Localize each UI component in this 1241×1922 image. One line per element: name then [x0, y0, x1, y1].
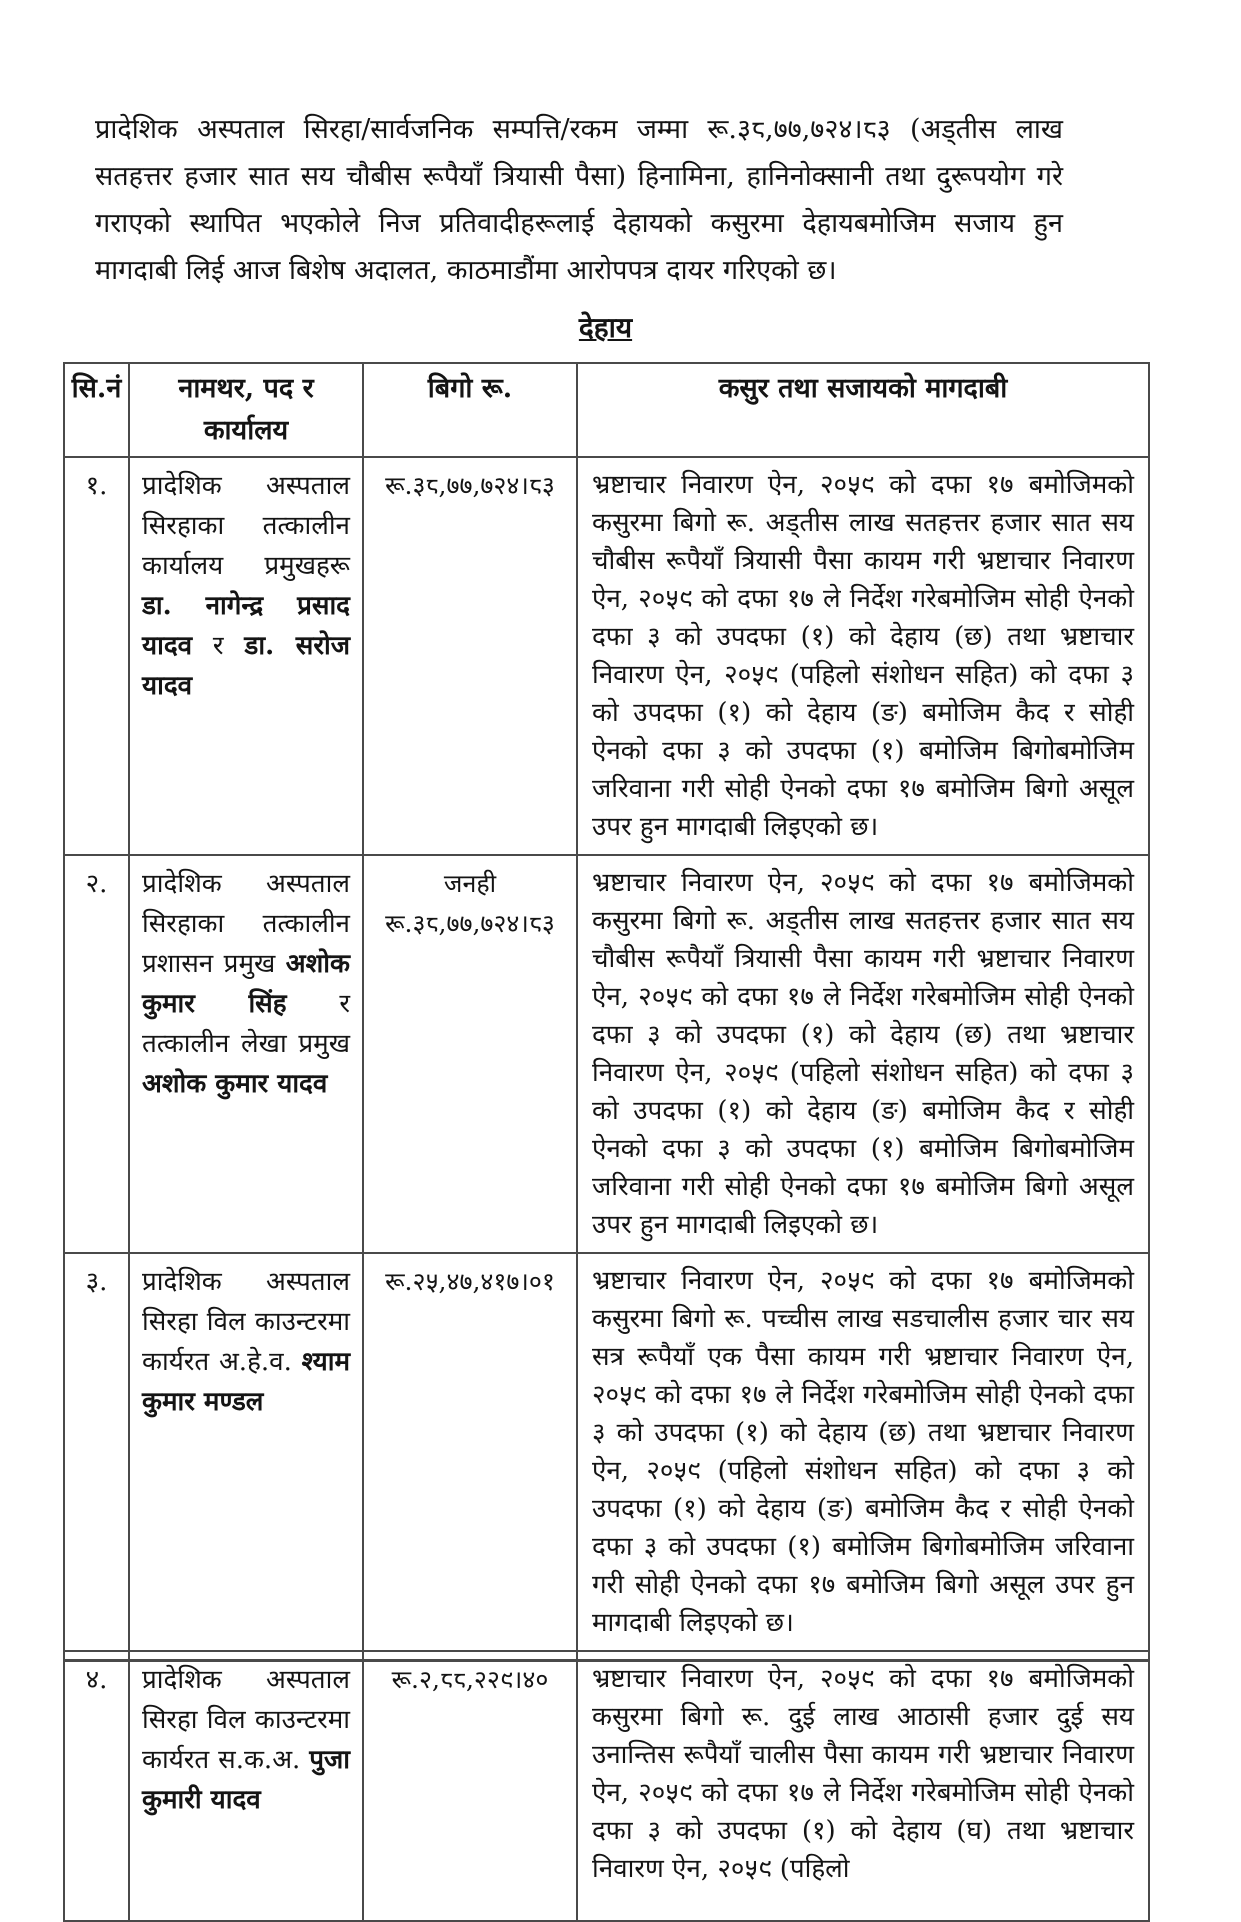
name-text: प्रादेशिक अस्पताल सिरहाका तत्कालीन कार्यालय प्रमुखहरू: [142, 471, 350, 581]
amount-line: रू.२,८८,२२९।४०: [391, 1665, 549, 1694]
section-heading: [63, 308, 1148, 352]
defendant-name: श्याम कुमार मण्डल: [142, 1347, 350, 1417]
amount-line: जनही: [443, 869, 497, 898]
heading-text: देहाय: [578, 311, 633, 344]
table-container: [63, 362, 1148, 1884]
charge-cell: भ्रष्टाचार निवारण ऐन, २०५९ को दफा १७ बमोजिमको कसुरमा बिगो रू. दुई लाख आठासी हजार दुई सय उनान्तिस रूपैयाँ चालीस पैसा कायम गरी भ्रष्टाचार निवारण ऐन, २०५९ को दफा १७ ले निर्देश गरेबमोजिम सोही ऐनको दफा ३ को उपदफा (१) को देहाय (घ) तथा भ्रष्टाचार निवारण ऐन, २०५९ (पहिलो: [577, 1651, 1149, 1921]
amount-line: रू.३८,७७,७२४।८३: [385, 909, 555, 938]
header-name: नामथर, पद र कार्यालय: [129, 363, 363, 457]
charges-table: [63, 362, 1150, 1922]
amount-line: रू.३८,७७,७२४।८३: [385, 471, 555, 500]
name-cell: [129, 855, 363, 1253]
header-charge: कसुर तथा सजायको मागदाबी: [577, 363, 1149, 457]
defendant-name: अशोक कुमार यादव: [142, 1069, 328, 1099]
defendant-name: पुजा कुमारी यादव: [142, 1745, 350, 1815]
table-row: [64, 457, 1149, 855]
intro-paragraph: प्रादेशिक अस्पताल सिरहा/सार्वजनिक सम्पत्ति/रकम जम्मा रू.३८,७७,७२४।८३ (अड्तीस लाख सतहत्तर हजार सात सय चौबीस रूपैयाँ त्रियासी पैसा) हिनामिना, हानिनोक्सानी तथा दुरूपयोग गरे गराएको स्थापित भएकोले निज प्रतिवादीहरूलाई देहायको कसुरमा देहायबमोजिम सजाय हुन मागदाबी लिई आज बिशेष अदालत, काठमाडौंमा आरोपपत्र दायर गरिएको छ।: [95, 114, 1063, 286]
name-text: र: [192, 631, 245, 661]
table-row: [64, 855, 1149, 1253]
charge-cell: भ्रष्टाचार निवारण ऐन, २०५९ को दफा १७ बमोजिमको कसुरमा बिगो रू. अड्तीस लाख सतहत्तर हजार सात सय चौबीस रूपैयाँ त्रियासी पैसा कायम गरी भ्रष्टाचार निवारण ऐन, २०५९ को दफा १७ ले निर्देश गरेबमोजिम सोही ऐनको दफा ३ को उपदफा (१) को देहाय (छ) तथा भ्रष्टाचार निवारण ऐन, २०५९ (पहिलो संशोधन सहित) को दफा ३ को उपदफा (१) को देहाय (ङ) बमोजिम कैद र सोही ऐनको दफा ३ को उपदफा (१) बमोजिम बिगोबमोजिम जरिवाना गरी सोही ऐनको दफा १७ बमोजिम बिगो असूल उपर हुन मागदाबी लिइएको छ।: [577, 457, 1149, 855]
name-text: र तत्कालीन लेखा प्रमुख: [142, 989, 350, 1059]
amount-cell: [363, 1651, 577, 1921]
serial-cell: २.: [64, 855, 129, 1253]
charge-cell: भ्रष्टाचार निवारण ऐन, २०५९ को दफा १७ बमोजिमको कसुरमा बिगो रू. पच्चीस लाख सडचालीस हजार चार सय सत्र रूपैयाँ एक पैसा कायम गरी भ्रष्टाचार निवारण ऐन, २०५९ को दफा १७ ले निर्देश गरेबमोजिम सोही ऐनको दफा ३ को उपदफा (१) को देहाय (छ) तथा भ्रष्टाचार निवारण ऐन, २०५९ (पहिलो संशोधन सहित) को दफा ३ को उपदफा (१) को देहाय (ङ) बमोजिम कैद र सोही ऐनको दफा ३ को उपदफा (१) बमोजिम बिगोबमोजिम जरिवाना गरी सोही ऐनको दफा १७ बमोजिम बिगो असूल उपर हुन मागदाबी लिइएको छ।: [577, 1253, 1149, 1651]
table-header-row: [64, 363, 1149, 457]
table-row: [64, 1651, 1149, 1921]
table-body: [64, 457, 1149, 1921]
amount-cell: [363, 457, 577, 855]
table-row: [64, 1253, 1149, 1651]
header-serial: सि.नं: [64, 363, 129, 457]
name-cell: [129, 1651, 363, 1921]
defendant-name: डा. नागेन्द्र प्रसाद यादव: [142, 591, 350, 661]
charge-cell: भ्रष्टाचार निवारण ऐन, २०५९ को दफा १७ बमोजिमको कसुरमा बिगो रू. अड्तीस लाख सतहत्तर हजार सात सय चौबीस रूपैयाँ त्रियासी पैसा कायम गरी भ्रष्टाचार निवारण ऐन, २०५९ को दफा १७ ले निर्देश गरेबमोजिम सोही ऐनको दफा ३ को उपदफा (१) को देहाय (छ) तथा भ्रष्टाचार निवारण ऐन, २०५९ (पहिलो संशोधन सहित) को दफा ३ को उपदफा (१) को देहाय (ङ) बमोजिम कैद र सोही ऐनको दफा ३ को उपदफा (१) बमोजिम बिगोबमोजिम जरिवाना गरी सोही ऐनको दफा १७ बमोजिम बिगो असूल उपर हुन मागदाबी लिइएको छ।: [577, 855, 1149, 1253]
name-cell: [129, 457, 363, 855]
name-text: प्रादेशिक अस्पताल सिरहा विल काउन्टरमा कार्यरत स.क.अ.: [142, 1665, 350, 1775]
serial-cell: १.: [64, 457, 129, 855]
header-amount: बिगो रू.: [363, 363, 577, 457]
amount-cell: [363, 1253, 577, 1651]
serial-cell: ४.: [64, 1651, 129, 1921]
serial-cell: ३.: [64, 1253, 129, 1651]
amount-line: रू.२५,४७,४१७।०१: [385, 1267, 555, 1296]
defendant-name: अशोक कुमार सिंह: [142, 949, 350, 1019]
name-text: प्रादेशिक अस्पताल सिरहाका तत्कालीन प्रशासन प्रमुख: [142, 869, 350, 979]
name-text: प्रादेशिक अस्पताल सिरहा विल काउन्टरमा कार्यरत अ.हे.व.: [142, 1267, 350, 1377]
amount-cell: [363, 855, 577, 1253]
name-cell: [129, 1253, 363, 1651]
defendant-name: डा. सरोज यादव: [142, 631, 350, 701]
